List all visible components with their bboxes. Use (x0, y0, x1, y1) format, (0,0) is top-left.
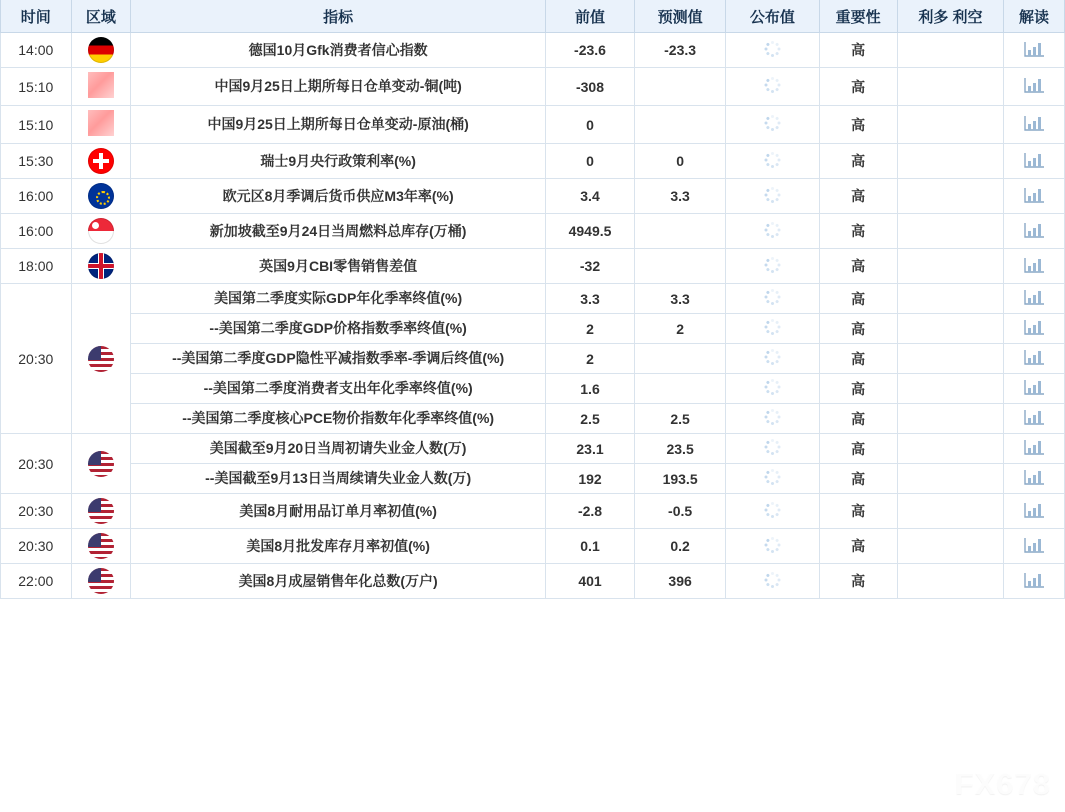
cell-interpret[interactable] (1004, 179, 1065, 214)
chart-icon[interactable] (1023, 288, 1045, 306)
loading-spinner-icon (764, 187, 780, 203)
cell-actual (726, 404, 819, 434)
cell-bullbear (897, 529, 1003, 564)
table-row (1, 494, 1065, 529)
cell-interpret[interactable] (1004, 404, 1065, 434)
table-row (1, 404, 1065, 434)
cell-bullbear (897, 344, 1003, 374)
cell-indicator[interactable]: 英国9月CBI零售销售差值 (131, 249, 546, 284)
cell-indicator[interactable]: 中国9月25日上期所每日仓单变动-铜(吨) (131, 68, 546, 106)
cell-actual (726, 284, 819, 314)
flag-icon-eurozone (88, 183, 114, 209)
flag-icon-germany (88, 37, 114, 63)
cell-time: 20:30 (1, 434, 72, 494)
cell-indicator[interactable]: 美国8月耐用品订单月率初值(%) (131, 494, 546, 529)
cell-time: 20:30 (1, 529, 72, 564)
cell-time: 20:30 (1, 284, 72, 434)
table-row (1, 529, 1065, 564)
chart-icon[interactable] (1023, 378, 1045, 396)
cell-interpret[interactable] (1004, 249, 1065, 284)
cell-previous: 4949.5 (546, 214, 635, 249)
cell-importance: 高 (819, 404, 897, 434)
cell-indicator[interactable]: 新加坡截至9月24日当周燃料总库存(万桶) (131, 214, 546, 249)
cell-region (71, 249, 131, 284)
cell-previous: 401 (546, 564, 635, 599)
chart-icon[interactable] (1023, 221, 1045, 239)
cell-indicator[interactable]: --美国第二季度GDP隐性平减指数季率-季调后终值(%) (131, 344, 546, 374)
cell-indicator[interactable]: 德国10月Gfk消费者信心指数 (131, 33, 546, 68)
flag-icon-china (88, 72, 114, 98)
table-row (1, 68, 1065, 106)
cell-previous: 3.3 (546, 284, 635, 314)
chart-icon[interactable] (1023, 318, 1045, 336)
cell-region (71, 144, 131, 179)
chart-icon[interactable] (1023, 151, 1045, 169)
loading-spinner-icon (764, 537, 780, 553)
cell-forecast: 3.3 (635, 284, 726, 314)
chart-icon[interactable] (1023, 571, 1045, 589)
table-row (1, 33, 1065, 68)
cell-bullbear (897, 464, 1003, 494)
cell-bullbear (897, 374, 1003, 404)
cell-previous: 0 (546, 144, 635, 179)
loading-spinner-icon (764, 572, 780, 588)
cell-time: 15:30 (1, 144, 72, 179)
table-row (1, 106, 1065, 144)
table-row (1, 179, 1065, 214)
cell-importance: 高 (819, 284, 897, 314)
cell-previous: -308 (546, 68, 635, 106)
cell-actual (726, 106, 819, 144)
cell-interpret[interactable] (1004, 106, 1065, 144)
cell-forecast: 0.2 (635, 529, 726, 564)
cell-importance: 高 (819, 494, 897, 529)
cell-interpret[interactable] (1004, 284, 1065, 314)
table-body (1, 33, 1065, 599)
cell-time: 16:00 (1, 179, 72, 214)
chart-icon[interactable] (1023, 76, 1045, 94)
cell-forecast (635, 68, 726, 106)
cell-actual (726, 374, 819, 404)
cell-forecast: 3.3 (635, 179, 726, 214)
cell-previous: -23.6 (546, 33, 635, 68)
cell-actual (726, 344, 819, 374)
flag-icon-singapore (88, 218, 114, 244)
cell-bullbear (897, 214, 1003, 249)
cell-indicator[interactable]: 美国截至9月20日当周初请失业金人数(万) (131, 434, 546, 464)
cell-interpret[interactable] (1004, 33, 1065, 68)
cell-importance: 高 (819, 144, 897, 179)
cell-interpret[interactable] (1004, 144, 1065, 179)
table-row (1, 464, 1065, 494)
cell-forecast: 23.5 (635, 434, 726, 464)
table-row (1, 249, 1065, 284)
cell-actual (726, 434, 819, 464)
cell-interpret[interactable] (1004, 464, 1065, 494)
cell-previous: 192 (546, 464, 635, 494)
cell-previous: 2 (546, 344, 635, 374)
loading-spinner-icon (764, 115, 780, 131)
cell-importance: 高 (819, 249, 897, 284)
flag-icon-united-states (88, 568, 114, 594)
loading-spinner-icon (764, 289, 780, 305)
cell-indicator[interactable]: 美国第二季度实际GDP年化季率终值(%) (131, 284, 546, 314)
cell-actual (726, 464, 819, 494)
column-header-importance: 重要性 (819, 0, 897, 33)
cell-previous: -2.8 (546, 494, 635, 529)
cell-previous: 3.4 (546, 179, 635, 214)
column-header-bullbear: 利多 利空 (897, 0, 1003, 33)
cell-indicator[interactable]: 中国9月25日上期所每日仓单变动-原油(桶) (131, 106, 546, 144)
loading-spinner-icon (764, 349, 780, 365)
loading-spinner-icon (764, 319, 780, 335)
flag-icon-united-states (88, 346, 114, 372)
cell-forecast: 2 (635, 314, 726, 344)
cell-bullbear (897, 179, 1003, 214)
loading-spinner-icon (764, 439, 780, 455)
flag-icon-china (88, 110, 114, 136)
cell-interpret[interactable] (1004, 344, 1065, 374)
column-header-actual: 公布值 (726, 0, 819, 33)
loading-spinner-icon (764, 77, 780, 93)
table-header-row (1, 0, 1065, 33)
cell-forecast: -23.3 (635, 33, 726, 68)
chart-icon[interactable] (1023, 348, 1045, 366)
loading-spinner-icon (764, 152, 780, 168)
chart-icon[interactable] (1023, 536, 1045, 554)
cell-importance: 高 (819, 344, 897, 374)
cell-actual (726, 144, 819, 179)
table-row (1, 344, 1065, 374)
cell-forecast: 2.5 (635, 404, 726, 434)
cell-interpret[interactable] (1004, 68, 1065, 106)
cell-indicator[interactable]: 美国8月成屋销售年化总数(万户) (131, 564, 546, 599)
cell-importance: 高 (819, 106, 897, 144)
cell-indicator[interactable]: 欧元区8月季调后货币供应M3年率(%) (131, 179, 546, 214)
cell-importance: 高 (819, 214, 897, 249)
cell-time: 18:00 (1, 249, 72, 284)
cell-bullbear (897, 404, 1003, 434)
table-row (1, 214, 1065, 249)
column-header-forecast: 预测值 (635, 0, 726, 33)
cell-time: 14:00 (1, 33, 72, 68)
cell-region (71, 494, 131, 529)
flag-icon-united-states (88, 498, 114, 524)
cell-importance: 高 (819, 464, 897, 494)
flag-icon-united-states (88, 451, 114, 477)
cell-region (71, 564, 131, 599)
table-row (1, 314, 1065, 344)
cell-bullbear (897, 249, 1003, 284)
loading-spinner-icon (764, 41, 780, 57)
chart-icon[interactable] (1023, 256, 1045, 274)
cell-time: 15:10 (1, 106, 72, 144)
cell-region (71, 106, 131, 144)
flag-icon-united-states (88, 533, 114, 559)
cell-bullbear (897, 434, 1003, 464)
chart-icon[interactable] (1023, 408, 1045, 426)
cell-time: 20:30 (1, 494, 72, 529)
cell-previous: 2.5 (546, 404, 635, 434)
cell-bullbear (897, 106, 1003, 144)
cell-importance: 高 (819, 68, 897, 106)
cell-importance: 高 (819, 179, 897, 214)
cell-actual (726, 314, 819, 344)
table-row (1, 374, 1065, 404)
cell-previous: 2 (546, 314, 635, 344)
column-header-region: 区域 (71, 0, 131, 33)
cell-actual (726, 564, 819, 599)
loading-spinner-icon (764, 257, 780, 273)
cell-region (71, 284, 131, 434)
cell-bullbear (897, 494, 1003, 529)
cell-indicator[interactable]: --美国第二季度核心PCE物价指数年化季率终值(%) (131, 404, 546, 434)
cell-actual (726, 179, 819, 214)
chart-icon[interactable] (1023, 186, 1045, 204)
chart-icon[interactable] (1023, 40, 1045, 58)
cell-importance: 高 (819, 434, 897, 464)
cell-previous: 0 (546, 106, 635, 144)
loading-spinner-icon (764, 502, 780, 518)
cell-previous: 23.1 (546, 434, 635, 464)
cell-interpret[interactable] (1004, 529, 1065, 564)
cell-bullbear (897, 314, 1003, 344)
cell-forecast (635, 249, 726, 284)
cell-bullbear (897, 144, 1003, 179)
chart-icon[interactable] (1023, 501, 1045, 519)
table-row (1, 284, 1065, 314)
cell-indicator[interactable]: 美国8月批发库存月率初值(%) (131, 529, 546, 564)
cell-actual (726, 214, 819, 249)
cell-bullbear (897, 68, 1003, 106)
cell-interpret[interactable] (1004, 314, 1065, 344)
column-header-interpret: 解读 (1004, 0, 1065, 33)
cell-actual (726, 249, 819, 284)
cell-forecast (635, 374, 726, 404)
cell-indicator[interactable]: 瑞士9月央行政策利率(%) (131, 144, 546, 179)
table-row (1, 144, 1065, 179)
cell-interpret[interactable] (1004, 434, 1065, 464)
chart-icon[interactable] (1023, 468, 1045, 486)
column-header-time: 时间 (1, 0, 72, 33)
chart-icon[interactable] (1023, 438, 1045, 456)
cell-previous: -32 (546, 249, 635, 284)
cell-interpret[interactable] (1004, 564, 1065, 599)
cell-region (71, 179, 131, 214)
cell-bullbear (897, 284, 1003, 314)
cell-importance: 高 (819, 374, 897, 404)
cell-interpret[interactable] (1004, 374, 1065, 404)
cell-forecast (635, 214, 726, 249)
cell-importance: 高 (819, 33, 897, 68)
cell-indicator[interactable]: --美国截至9月13日当周续请失业金人数(万) (131, 464, 546, 494)
cell-region (71, 434, 131, 494)
cell-time: 22:00 (1, 564, 72, 599)
flag-icon-united-kingdom (88, 253, 114, 279)
cell-region (71, 68, 131, 106)
cell-importance: 高 (819, 314, 897, 344)
column-header-indicator: 指标 (131, 0, 546, 33)
cell-actual (726, 529, 819, 564)
cell-actual (726, 68, 819, 106)
cell-indicator[interactable]: --美国第二季度GDP价格指数季率终值(%) (131, 314, 546, 344)
cell-forecast: 396 (635, 564, 726, 599)
table-row (1, 434, 1065, 464)
cell-forecast: 0 (635, 144, 726, 179)
cell-region (71, 214, 131, 249)
cell-previous: 0.1 (546, 529, 635, 564)
table-row (1, 564, 1065, 599)
cell-time: 16:00 (1, 214, 72, 249)
cell-bullbear (897, 564, 1003, 599)
cell-importance: 高 (819, 529, 897, 564)
cell-region (71, 33, 131, 68)
cell-forecast: 193.5 (635, 464, 726, 494)
cell-actual (726, 33, 819, 68)
cell-importance: 高 (819, 564, 897, 599)
loading-spinner-icon (764, 469, 780, 485)
flag-icon-switzerland (88, 148, 114, 174)
cell-indicator[interactable]: --美国第二季度消费者支出年化季率终值(%) (131, 374, 546, 404)
cell-bullbear (897, 33, 1003, 68)
cell-previous: 1.6 (546, 374, 635, 404)
loading-spinner-icon (764, 222, 780, 238)
cell-interpret[interactable] (1004, 214, 1065, 249)
cell-forecast (635, 106, 726, 144)
cell-region (71, 529, 131, 564)
cell-forecast: -0.5 (635, 494, 726, 529)
cell-actual (726, 494, 819, 529)
loading-spinner-icon (764, 409, 780, 425)
watermark: FX678 (954, 766, 1051, 801)
loading-spinner-icon (764, 379, 780, 395)
chart-icon[interactable] (1023, 114, 1045, 132)
column-header-previous: 前值 (546, 0, 635, 33)
cell-forecast (635, 344, 726, 374)
cell-time: 15:10 (1, 68, 72, 106)
cell-interpret[interactable] (1004, 494, 1065, 529)
